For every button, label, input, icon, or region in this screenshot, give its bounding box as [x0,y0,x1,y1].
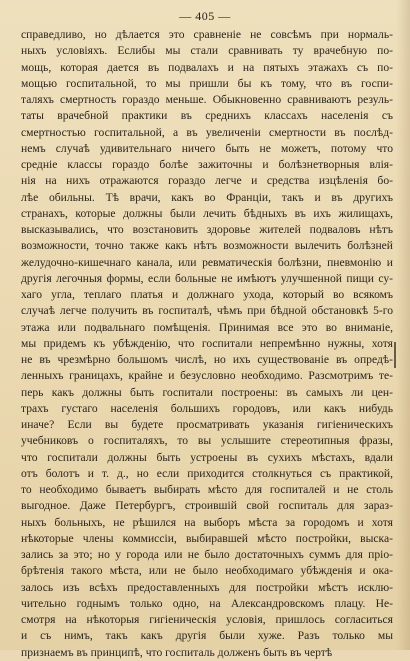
page-gutter-shadow [396,0,410,650]
text-line: чительно годнымъ только одно, на Александровскомъ плацу. Не- [21,596,393,610]
text-line: мы придемъ къ убѣжденію, что госпитали непремѣнно нужны, хотя [21,336,393,350]
text-line: смертностью госпитальной, а въ увеличеніи смертности въ послѣд- [21,125,393,139]
text-line: ныхъ больныхъ, не рѣшился на выборъ мѣста за городомъ и хотя [21,515,393,529]
text-line: случаѣ легче получить въ госпиталѣ, чѣмъ при бѣдной обстановкѣ 5-го [21,304,393,318]
text-line: ныхъ условіяхъ. Еслибы мы стали сравнивать ту врачебную по- [21,44,393,58]
text-line: иначе? Если вы будете просматривать указанія гигіеническихъ [21,418,393,431]
text-line: перь какъ должны быть госпитали построены: въ самыхъ ли цен- [21,385,393,399]
text-line: не въ чрезмѣрно большомъ числѣ, но ихъ существованіе въ опредѣ- [21,353,393,366]
text-line: брѣтенія такого мѣста, или не было необходимаго убѣжденія и ока- [21,564,393,578]
text-line: трахъ густаго населенія большихъ городовъ, или какъ нибудь [21,401,393,415]
text-line: признаемъ въ принципѣ, что госпиталь долженъ быть въ чертѣ [21,645,333,659]
text-line: хаго угла, теплаго платья и должнаго ухода, который во всякомъ [21,288,393,301]
page-number: — 405 — [179,9,231,23]
text-line: то необходимо бываетъ выбирать мѣсто для госпиталей и не столь [21,483,393,496]
text-line: этажа или подвальнаго помѣщенія. Принимая все это во вниманіе, [21,320,393,334]
text-line: и съ нимъ, такъ какъ другія были хуже. Разъ только мы [21,629,393,643]
text-line: желудочно-кишечнаго канала, или ревматическія болѣзни, пневмонію и [21,255,393,269]
text-line: таты врачебной практики въ среднихъ классахъ населенія съ [21,109,393,123]
text-line: зались за это; но у города или не было достаточныхъ суммъ для пріо- [21,548,393,561]
text-line: отъ болотъ и т. д., но если приходится столкнуться съ практикой, [21,466,393,480]
text-line: другія легочныя формы, если больные не имѣютъ улучшенной пищи су- [21,271,393,285]
text-line: нія на нихъ отражаются гораздо легче и средства изцѣленія бо- [21,174,393,188]
text-line: залось изъ всѣхъ предоставленныхъ для постройки мѣстъ исклю- [21,580,393,594]
text-line: возможности, точно также какъ нѣтъ возможности вылечить болѣзней [21,239,393,253]
text-line: нѣкоторые члены коммиссіи, выбиравшей мѣсто постройки, выска- [21,531,393,545]
text-line: странахъ, которые должны были лечить бѣдныхъ въ ихъ жилищахъ, [21,206,393,220]
text-line: справедливо, но дѣлается это сравненіе не совсѣмъ при нормаль- [21,28,393,41]
text-line: что госпитали должны быть устроены въ сухихъ мѣстахъ, вдали [21,450,393,464]
text-line: высказывались, что возстановить здоровье жителей подваловъ нѣтъ [21,223,393,236]
text-line: средніе классы гораздо болѣе зажиточны и болѣзнетворныя влія- [21,158,393,171]
text-line: немъ случаѣ удивительнаго ничего быть не можетъ, потому что [21,141,393,155]
text-line: лѣе обильны. Тѣ врачи, какъ во Франціи, такъ и въ другихъ [21,190,393,204]
text-line: мощь, которая дается въ подвалахъ и на пятыхъ этажахъ съ по- [21,60,393,74]
text-line: выгодное. Даже Петербургъ, строившій свой госпиталь для зараз- [21,499,393,513]
text-line: смотря на нѣкоторыя гигіеническія условія, пришлось согласиться [21,613,393,626]
text-line: учебниковъ о госпиталяхъ, то вы услышите стереотипныя фразы, [21,434,393,448]
body-text [21,27,393,661]
text-line: таляхъ смертность гораздо меньше. Обыкновенно сравниваютъ резуль- [21,93,393,106]
text-line: ленныхъ границахъ, крайне и безусловно необходимо. Разсмотримъ те- [21,369,393,383]
text-line: мощью госпитальной, то мы пришли бы къ тому, что въ госпи- [21,76,393,90]
